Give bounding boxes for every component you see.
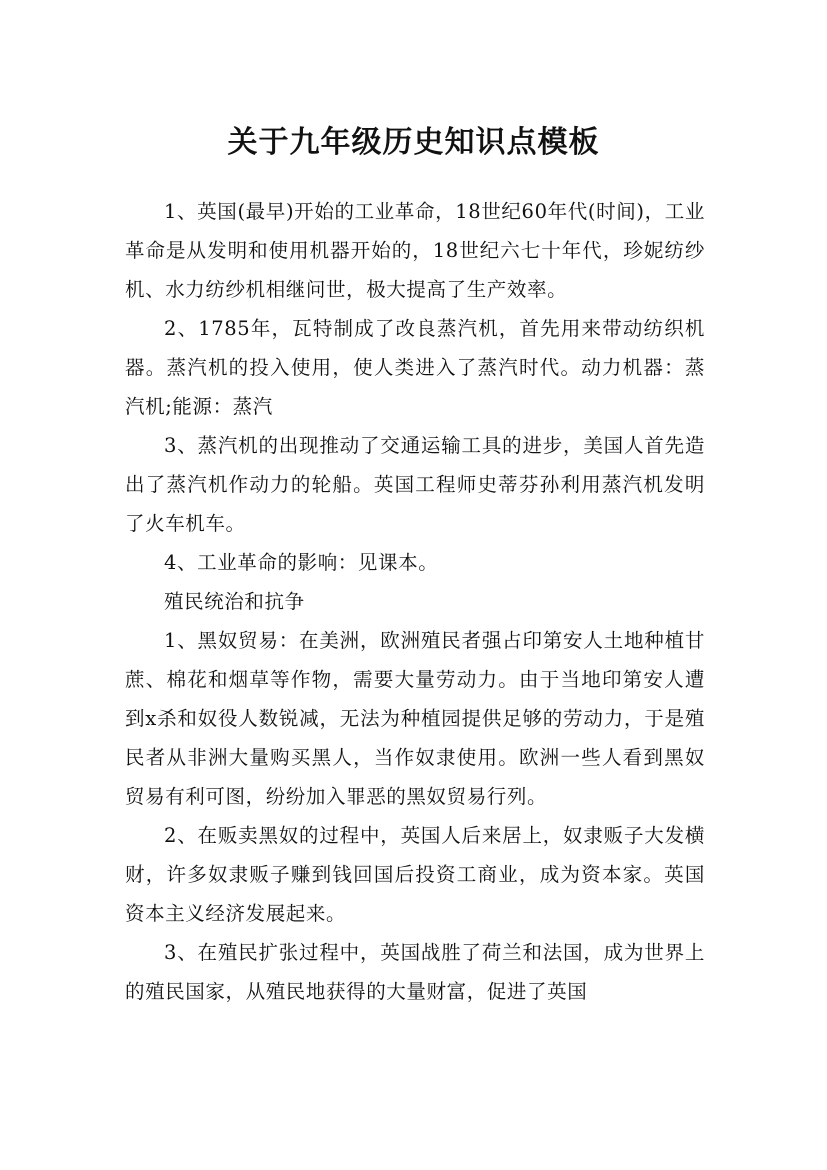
paragraph-4: 4、工业革命的影响：见课本。 [164,551,439,574]
paragraph-6: 2、在贩卖黑奴的过程中，英国人后来居上，奴隶贩子大发横财，许多奴隶贩子赚到钱回国后投资工商业，成为资本家。英国资本主义经济发展起来。 [125,824,705,925]
paragraph-7: 3、在殖民扩张过程中，英国战胜了荷兰和法国，成为世界上的殖民国家，从殖民地获得的大量财富，促进了英国 [125,941,705,1003]
section-heading: 殖民统治和抗争 [164,590,305,613]
paragraph-2: 2、1785年，瓦特制成了改良蒸汽机，首先用来带动纺织机器。蒸汽机的投入使用，使人类进入了蒸汽时代。动力机器：蒸汽机;能源：蒸汽 [125,317,705,418]
paragraph-1: 1、英国(最早)开始的工业革命，18世纪60年代(时间)，工业革命是从发明和使用机器开始的，18世纪六七十年代，珍妮纺纱机、水力纺纱机相继问世，极大提高了生产效率。 [125,200,705,301]
paragraph-5: 1、黑奴贸易：在美洲，欧洲殖民者强占印第安人土地种植甘蔗、棉花和烟草等作物，需要大量劳动力。由于当地印第安人遭到x杀和奴役人数锐减，无法为种植园提供足够的劳动力，于是殖民者从非洲大量购买黑人，当作奴隶使用。欧洲一些人看到黑奴贸易有利可图，纷纷加入罪恶的黑奴贸易行列。 [125,629,705,808]
paragraph-3: 3、蒸汽机的出现推动了交通运输工具的进步，美国人首先造出了蒸汽机作动力的轮船。英国工程师史蒂芬孙利用蒸汽机发明了火车机车。 [125,434,705,535]
document-title: 关于九年级历史知识点模板 [227,125,600,161]
document-body [125,192,705,1011]
